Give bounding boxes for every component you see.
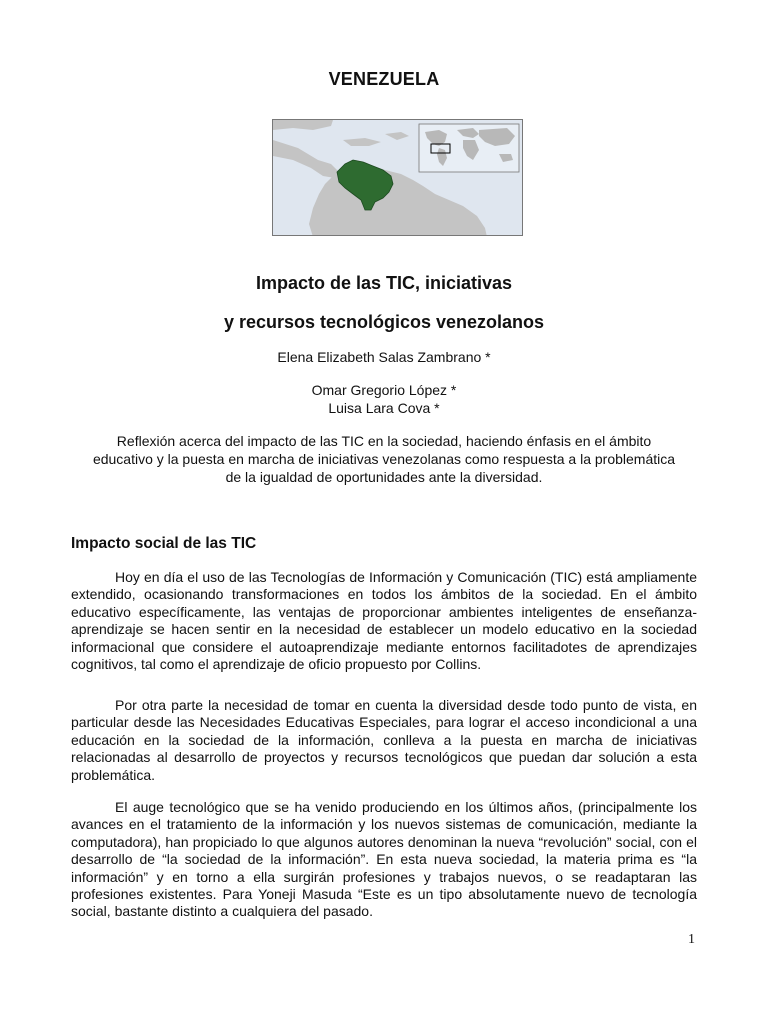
paragraph-2-text: Por otra parte la necesidad de tomar en cuenta la diversidad desde todo punto de vista, en particular desde las Necesidades Educativas Especiales, para lograr el acceso incondicional a una educación en la sociedad de la información, conlleva a la puesta en marcha de iniciativas relacionadas al desarrollo de proyectos y recursos tecnológicos que puedan dar solución a esta problemática. — [71, 697, 697, 783]
paragraph-1 — [71, 569, 697, 673]
abstract: Reflexión acerca del impacto de las TIC en la sociedad, haciendo énfasis en el ámbito educativo y la puesta en marcha de iniciativas venezolanas como respuesta a la problemática de la igualdad de oportunidades ante la diversidad. — [92, 433, 676, 485]
page-number: 1 — [688, 932, 695, 947]
document-title-line-1: Impacto de las TIC, iniciativas — [255, 273, 513, 293]
section-heading: Impacto social de las TIC — [71, 535, 257, 552]
paragraph-2 — [71, 697, 697, 784]
author-1: Elena Elizabeth Salas Zambrano * — [277, 349, 491, 365]
author-3: Luisa Lara Cova * — [328, 400, 440, 416]
country-title: VENEZUELA — [328, 69, 440, 89]
author-2: Omar Gregorio López * — [311, 382, 457, 398]
venezuela-map-image — [272, 119, 523, 236]
paragraph-1-text: Hoy en día el uso de las Tecnologías de Información y Comunicación (TIC) está ampliamente extendido, ocasionando transformaciones en todos los ámbitos de la sociedad. En el ámbito educativo específicamente, las ventajas de proporcionar ambientes inteligentes de enseñanza-aprendizaje se hacen sentir en la necesidad de establecer un modelo educativo en la sociedad informacional que considere el autoaprendizaje mediante entornos facilitadotes de aprendizajes cognitivos, tal como el aprendizaje de oficio propuesto por Collins. — [71, 569, 697, 673]
paragraph-3-text: El auge tecnológico que se ha venido produciendo en los últimos años, (principalmente los avances en el tratamiento de la información y los nuevos sistemas de comunicación, mediante la computadora), han propiciado lo que algunos autores denominan la nueva “revolución” social, con el desarrollo de “la sociedad de la información”. En esta nueva sociedad, la materia prima es “la información” y en torno a ella surgirán profesiones y trabajos nuevos, o se readaptaran las profesiones existentes. Para Yoneji Masuda “Este es un tipo absolutamente nuevo de tecnología social, bastante distinto a cualquiera del pasado. — [71, 799, 697, 920]
map-icon — [273, 120, 523, 236]
paragraph-3 — [71, 799, 697, 921]
document-title-line-2: y recursos tecnológicos venezolanos — [223, 312, 545, 332]
